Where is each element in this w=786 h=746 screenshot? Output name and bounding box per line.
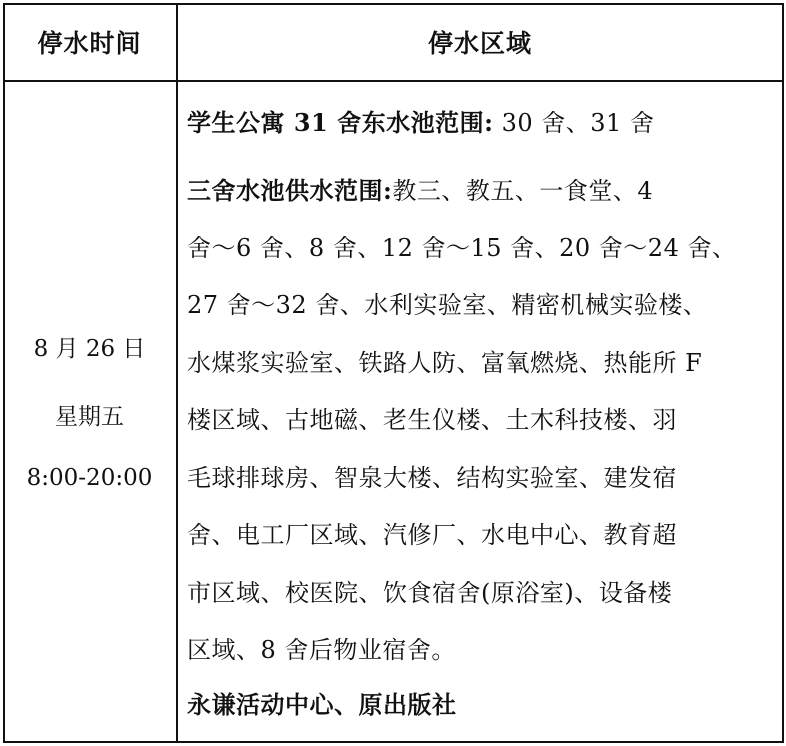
outage-weekday: 星期五 [55, 404, 124, 430]
area-paragraph-dorm31 [187, 94, 777, 153]
area-title-dorm3-pool: 三舍水池供水范围: [187, 176, 393, 205]
header-outage-area: 停水区域 [427, 28, 532, 58]
area-list-line: 市区域、校医院、饮食宿舍(原浴室)、设备楼 [187, 578, 673, 607]
area-list-line: 27 舍～32 舍、水利实验室、精密机械实验楼、 [187, 291, 708, 319]
table-border-bottom [3, 741, 783, 743]
area-list-dorm31: 30 舍、31 舍 [501, 109, 655, 137]
table-border-left [3, 3, 5, 743]
table-column-divider [176, 3, 178, 743]
area-list-line: 教三、教五、一食堂、4 [392, 177, 654, 205]
header-outage-time: 停水时间 [37, 28, 142, 58]
area-list-line: 水煤浆实验室、铁路人防、富氧燃烧、热能所 F [187, 348, 703, 377]
area-title-dorm31: 学生公寓 31 舍东水池范围: [187, 108, 494, 137]
area-list-line: 区域、8 舍后物业宿舍。 [187, 636, 456, 664]
area-title-activity-center: 永谦活动中心、原出版社 [187, 690, 457, 719]
outage-date: 8 月 26 日 [33, 336, 146, 362]
area-list-line: 毛球排球房、智泉大楼、结构实验室、建发宿 [187, 463, 677, 492]
outage-hours: 8:00-20:00 [26, 465, 153, 491]
area-list-line: 舍～6 舍、8 舍、12 舍～15 舍、20 舍～24 舍、 [187, 233, 737, 262]
area-list-line: 舍、电工厂区域、汽修厂、水电中心、教育超 [187, 521, 677, 549]
area-paragraph-dorm3-pool [187, 162, 777, 680]
table-border-right [782, 3, 784, 743]
table-header-divider [3, 80, 783, 82]
area-list-line: 楼区域、古地磁、老生仪楼、土木科技楼、羽 [187, 406, 677, 434]
